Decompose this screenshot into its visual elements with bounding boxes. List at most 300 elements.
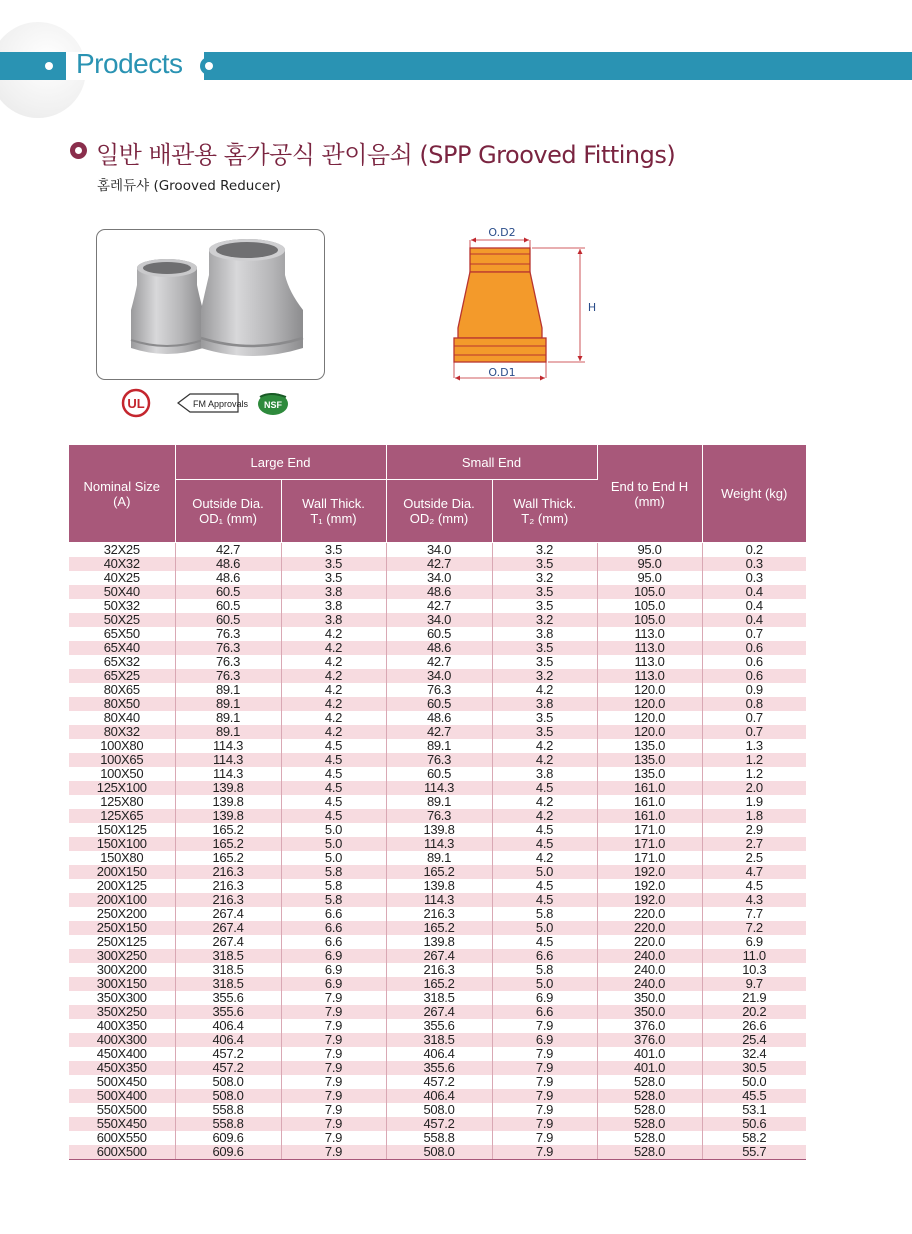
cell-weight: 10.3 <box>702 963 806 977</box>
cell-t2: 5.8 <box>492 963 597 977</box>
cell-end-to-end: 161.0 <box>597 795 702 809</box>
cell-t1: 6.6 <box>281 907 386 921</box>
cell-weight: 20.2 <box>702 1005 806 1019</box>
table-row <box>69 851 806 865</box>
cell-t1: 7.9 <box>281 1075 386 1089</box>
cell-end-to-end: 401.0 <box>597 1047 702 1061</box>
cell-weight: 21.9 <box>702 991 806 1005</box>
table-row <box>69 1117 806 1131</box>
table-row <box>69 697 806 711</box>
table-row <box>69 823 806 837</box>
cell-t2: 7.9 <box>492 1145 597 1160</box>
cell-od2: 48.6 <box>386 641 492 655</box>
table-row <box>69 809 806 823</box>
table-row <box>69 627 806 641</box>
table-row <box>69 991 806 1005</box>
cell-od2: 34.0 <box>386 613 492 627</box>
cell-weight: 0.4 <box>702 585 806 599</box>
cell-od1: 406.4 <box>175 1019 281 1033</box>
cell-end-to-end: 528.0 <box>597 1103 702 1117</box>
od2-label: O.D2 <box>488 226 516 239</box>
cell-nominal-size: 400X350 <box>69 1019 175 1033</box>
table-row <box>69 739 806 753</box>
cell-end-to-end: 105.0 <box>597 585 702 599</box>
cell-t2: 3.8 <box>492 627 597 641</box>
cell-od2: 60.5 <box>386 627 492 641</box>
cell-t1: 5.0 <box>281 851 386 865</box>
cell-weight: 53.1 <box>702 1103 806 1117</box>
cell-weight: 50.0 <box>702 1075 806 1089</box>
cell-weight: 30.5 <box>702 1061 806 1075</box>
table-row <box>69 865 806 879</box>
cell-end-to-end: 120.0 <box>597 697 702 711</box>
header-small-end: Small End <box>386 445 597 480</box>
table-row <box>69 725 806 739</box>
cell-t2: 7.9 <box>492 1019 597 1033</box>
cell-od2: 406.4 <box>386 1089 492 1103</box>
cell-t1: 7.9 <box>281 1103 386 1117</box>
cell-od1: 139.8 <box>175 795 281 809</box>
table-row <box>69 907 806 921</box>
cell-end-to-end: 528.0 <box>597 1075 702 1089</box>
cell-t2: 4.2 <box>492 683 597 697</box>
cell-weight: 0.2 <box>702 543 806 558</box>
cell-end-to-end: 120.0 <box>597 683 702 697</box>
cell-od1: 89.1 <box>175 725 281 739</box>
cell-t1: 6.9 <box>281 963 386 977</box>
cell-end-to-end: 135.0 <box>597 753 702 767</box>
cell-t1: 4.2 <box>281 697 386 711</box>
cell-weight: 1.8 <box>702 809 806 823</box>
cell-nominal-size: 80X65 <box>69 683 175 697</box>
cell-nominal-size: 80X40 <box>69 711 175 725</box>
cell-weight: 26.6 <box>702 1019 806 1033</box>
cell-od2: 89.1 <box>386 851 492 865</box>
cell-od2: 48.6 <box>386 585 492 599</box>
nsf-logo-icon <box>258 393 288 415</box>
cell-weight: 0.6 <box>702 655 806 669</box>
cell-od2: 267.4 <box>386 949 492 963</box>
cell-nominal-size: 250X150 <box>69 921 175 935</box>
cell-end-to-end: 120.0 <box>597 725 702 739</box>
cell-od2: 508.0 <box>386 1103 492 1117</box>
cell-end-to-end: 95.0 <box>597 543 702 558</box>
cell-t2: 4.2 <box>492 753 597 767</box>
table-row <box>69 837 806 851</box>
header-t1: Wall Thick. T₁ (mm) <box>281 480 386 543</box>
cell-od1: 42.7 <box>175 543 281 558</box>
header-bullet-left-icon <box>40 57 58 75</box>
cell-weight: 0.7 <box>702 725 806 739</box>
cell-t1: 3.5 <box>281 571 386 585</box>
cell-od1: 165.2 <box>175 851 281 865</box>
cell-end-to-end: 113.0 <box>597 641 702 655</box>
cell-od2: 508.0 <box>386 1145 492 1160</box>
cell-t2: 7.9 <box>492 1075 597 1089</box>
cell-t1: 6.6 <box>281 921 386 935</box>
cell-weight: 0.9 <box>702 683 806 697</box>
cell-nominal-size: 65X32 <box>69 655 175 669</box>
cell-od1: 318.5 <box>175 963 281 977</box>
cell-od1: 267.4 <box>175 935 281 949</box>
specification-table <box>69 445 806 1160</box>
cell-weight: 0.7 <box>702 627 806 641</box>
table-row <box>69 753 806 767</box>
cell-od1: 267.4 <box>175 921 281 935</box>
reducer-dimension-diagram <box>440 218 610 393</box>
table-row <box>69 949 806 963</box>
cell-od1: 139.8 <box>175 809 281 823</box>
cell-od2: 34.0 <box>386 543 492 558</box>
table-row <box>69 543 806 558</box>
cell-nominal-size: 65X25 <box>69 669 175 683</box>
ul-logo-icon <box>123 390 149 416</box>
cell-t1: 3.8 <box>281 599 386 613</box>
cell-t2: 3.5 <box>492 655 597 669</box>
cell-od1: 609.6 <box>175 1145 281 1160</box>
cell-nominal-size: 80X50 <box>69 697 175 711</box>
cell-od2: 114.3 <box>386 837 492 851</box>
cell-t2: 5.8 <box>492 907 597 921</box>
cell-t2: 5.0 <box>492 865 597 879</box>
table-row <box>69 893 806 907</box>
svg-text:NSF: NSF <box>264 400 282 410</box>
cell-nominal-size: 300X250 <box>69 949 175 963</box>
h-label: H <box>587 301 597 314</box>
table-row <box>69 935 806 949</box>
section-subtitle: 홈레듀샤 (Grooved Reducer) <box>97 178 281 194</box>
header-od1: Outside Dia. OD₁ (mm) <box>175 480 281 543</box>
cell-t2: 4.2 <box>492 739 597 753</box>
cell-t2: 6.9 <box>492 991 597 1005</box>
cell-t2: 4.2 <box>492 795 597 809</box>
cell-weight: 0.7 <box>702 711 806 725</box>
cell-nominal-size: 200X125 <box>69 879 175 893</box>
page-title: Prodects <box>76 48 183 79</box>
cell-t1: 4.5 <box>281 739 386 753</box>
cell-weight: 2.0 <box>702 781 806 795</box>
cell-nominal-size: 450X350 <box>69 1061 175 1075</box>
svg-text:UL: UL <box>127 396 145 411</box>
cell-end-to-end: 135.0 <box>597 739 702 753</box>
table-row <box>69 557 806 571</box>
cell-weight: 0.4 <box>702 599 806 613</box>
cell-od1: 216.3 <box>175 879 281 893</box>
cell-t1: 6.6 <box>281 935 386 949</box>
cell-od2: 60.5 <box>386 697 492 711</box>
cell-nominal-size: 50X40 <box>69 585 175 599</box>
table-row <box>69 613 806 627</box>
cell-nominal-size: 50X32 <box>69 599 175 613</box>
header-bullet-right-icon <box>200 57 218 75</box>
cell-t1: 3.8 <box>281 585 386 599</box>
cell-weight: 0.8 <box>702 697 806 711</box>
cell-od2: 139.8 <box>386 935 492 949</box>
cell-t2: 4.2 <box>492 809 597 823</box>
cell-weight: 6.9 <box>702 935 806 949</box>
header-end-to-end: End to End H (mm) <box>597 445 702 543</box>
cell-t1: 4.5 <box>281 809 386 823</box>
cell-t1: 5.8 <box>281 879 386 893</box>
cell-weight: 1.9 <box>702 795 806 809</box>
cell-end-to-end: 105.0 <box>597 599 702 613</box>
cell-end-to-end: 528.0 <box>597 1089 702 1103</box>
cell-od1: 89.1 <box>175 697 281 711</box>
cell-nominal-size: 450X400 <box>69 1047 175 1061</box>
cell-od2: 34.0 <box>386 669 492 683</box>
cell-od2: 42.7 <box>386 599 492 613</box>
cell-weight: 11.0 <box>702 949 806 963</box>
cell-weight: 0.6 <box>702 669 806 683</box>
cell-t2: 3.2 <box>492 669 597 683</box>
cell-nominal-size: 550X500 <box>69 1103 175 1117</box>
table-row <box>69 655 806 669</box>
cell-nominal-size: 400X300 <box>69 1033 175 1047</box>
cell-t2: 3.8 <box>492 697 597 711</box>
grooved-reducer-image <box>97 230 324 379</box>
cell-t1: 7.9 <box>281 1005 386 1019</box>
cell-nominal-size: 200X150 <box>69 865 175 879</box>
cell-weight: 7.7 <box>702 907 806 921</box>
cell-t1: 6.9 <box>281 949 386 963</box>
cell-od2: 457.2 <box>386 1075 492 1089</box>
cell-t1: 5.0 <box>281 837 386 851</box>
cell-od2: 114.3 <box>386 781 492 795</box>
table-row <box>69 683 806 697</box>
cell-od1: 48.6 <box>175 557 281 571</box>
cell-nominal-size: 80X32 <box>69 725 175 739</box>
header-nominal-size: Nominal Size (A) <box>69 445 175 543</box>
cell-t1: 4.5 <box>281 781 386 795</box>
cell-od1: 457.2 <box>175 1047 281 1061</box>
section-bullet-icon <box>70 142 87 159</box>
header-weight: Weight (kg) <box>702 445 806 543</box>
cell-t2: 4.5 <box>492 935 597 949</box>
cell-t2: 3.5 <box>492 725 597 739</box>
cell-od2: 76.3 <box>386 683 492 697</box>
cell-od2: 76.3 <box>386 809 492 823</box>
cell-t2: 3.8 <box>492 767 597 781</box>
cell-od1: 318.5 <box>175 949 281 963</box>
cell-nominal-size: 32X25 <box>69 543 175 558</box>
cell-od2: 165.2 <box>386 977 492 991</box>
cell-nominal-size: 200X100 <box>69 893 175 907</box>
cell-t1: 7.9 <box>281 1131 386 1145</box>
cell-od1: 76.3 <box>175 655 281 669</box>
cell-weight: 2.7 <box>702 837 806 851</box>
cell-t1: 6.9 <box>281 977 386 991</box>
cell-od1: 457.2 <box>175 1061 281 1075</box>
cell-od2: 48.6 <box>386 711 492 725</box>
cell-t2: 6.6 <box>492 949 597 963</box>
cell-nominal-size: 500X450 <box>69 1075 175 1089</box>
cell-t1: 7.9 <box>281 1033 386 1047</box>
table-row <box>69 711 806 725</box>
cell-end-to-end: 171.0 <box>597 823 702 837</box>
cell-weight: 58.2 <box>702 1131 806 1145</box>
cell-end-to-end: 528.0 <box>597 1145 702 1160</box>
cell-t2: 7.9 <box>492 1061 597 1075</box>
cell-t1: 7.9 <box>281 1089 386 1103</box>
cell-t1: 4.2 <box>281 683 386 697</box>
certification-logos <box>120 388 300 418</box>
cell-nominal-size: 150X100 <box>69 837 175 851</box>
cell-nominal-size: 125X65 <box>69 809 175 823</box>
cell-od1: 216.3 <box>175 893 281 907</box>
cell-od1: 355.6 <box>175 991 281 1005</box>
cell-od2: 76.3 <box>386 753 492 767</box>
cell-t1: 7.9 <box>281 1117 386 1131</box>
cell-t2: 4.5 <box>492 879 597 893</box>
cell-end-to-end: 192.0 <box>597 893 702 907</box>
cell-t2: 5.0 <box>492 977 597 991</box>
cell-nominal-size: 125X80 <box>69 795 175 809</box>
table-row <box>69 1061 806 1075</box>
cell-t2: 7.9 <box>492 1089 597 1103</box>
cell-od1: 165.2 <box>175 837 281 851</box>
cell-od1: 355.6 <box>175 1005 281 1019</box>
cell-weight: 55.7 <box>702 1145 806 1160</box>
cell-od1: 76.3 <box>175 669 281 683</box>
cell-t1: 3.5 <box>281 543 386 558</box>
cell-t2: 3.2 <box>492 543 597 558</box>
cell-t2: 5.0 <box>492 921 597 935</box>
cell-end-to-end: 95.0 <box>597 571 702 585</box>
table-row <box>69 599 806 613</box>
cell-end-to-end: 113.0 <box>597 655 702 669</box>
cell-weight: 1.2 <box>702 767 806 781</box>
cell-nominal-size: 65X50 <box>69 627 175 641</box>
reducer-outline <box>454 248 546 362</box>
cell-nominal-size: 550X450 <box>69 1117 175 1131</box>
cell-end-to-end: 528.0 <box>597 1131 702 1145</box>
cell-end-to-end: 240.0 <box>597 949 702 963</box>
cell-nominal-size: 250X200 <box>69 907 175 921</box>
cell-od1: 508.0 <box>175 1075 281 1089</box>
cell-od2: 89.1 <box>386 739 492 753</box>
cell-weight: 0.3 <box>702 571 806 585</box>
cell-od2: 355.6 <box>386 1061 492 1075</box>
product-photo <box>96 229 325 380</box>
table-row <box>69 879 806 893</box>
cell-od2: 60.5 <box>386 767 492 781</box>
cell-t2: 7.9 <box>492 1047 597 1061</box>
cell-nominal-size: 50X25 <box>69 613 175 627</box>
cell-end-to-end: 135.0 <box>597 767 702 781</box>
table-row <box>69 963 806 977</box>
cell-weight: 4.5 <box>702 879 806 893</box>
table-row <box>69 795 806 809</box>
cell-t2: 7.9 <box>492 1103 597 1117</box>
table-row <box>69 585 806 599</box>
cell-t2: 3.5 <box>492 599 597 613</box>
cell-nominal-size: 150X80 <box>69 851 175 865</box>
cell-weight: 50.6 <box>702 1117 806 1131</box>
cell-od2: 165.2 <box>386 921 492 935</box>
cell-end-to-end: 113.0 <box>597 669 702 683</box>
cell-end-to-end: 113.0 <box>597 627 702 641</box>
cell-t1: 4.2 <box>281 627 386 641</box>
cell-t1: 4.5 <box>281 795 386 809</box>
cell-t1: 5.0 <box>281 823 386 837</box>
cell-end-to-end: 161.0 <box>597 809 702 823</box>
table-row <box>69 1019 806 1033</box>
cell-od1: 139.8 <box>175 781 281 795</box>
table-row <box>69 1005 806 1019</box>
svg-text:FM Approvals: FM Approvals <box>193 399 249 409</box>
cell-od2: 42.7 <box>386 725 492 739</box>
cell-od1: 216.3 <box>175 865 281 879</box>
cell-t2: 7.9 <box>492 1131 597 1145</box>
cell-t1: 7.9 <box>281 1047 386 1061</box>
cell-end-to-end: 401.0 <box>597 1061 702 1075</box>
table-row <box>69 1075 806 1089</box>
cell-t1: 4.2 <box>281 655 386 669</box>
cell-weight: 2.9 <box>702 823 806 837</box>
cell-od2: 42.7 <box>386 557 492 571</box>
fm-approvals-logo-icon <box>178 394 249 412</box>
cell-t2: 3.5 <box>492 641 597 655</box>
cell-t1: 4.5 <box>281 753 386 767</box>
cell-od1: 60.5 <box>175 585 281 599</box>
cell-od1: 508.0 <box>175 1089 281 1103</box>
cell-weight: 2.5 <box>702 851 806 865</box>
table-row <box>69 1089 806 1103</box>
cell-t2: 3.5 <box>492 585 597 599</box>
cell-od2: 114.3 <box>386 893 492 907</box>
table-row <box>69 641 806 655</box>
cell-weight: 0.4 <box>702 613 806 627</box>
cell-t2: 3.5 <box>492 557 597 571</box>
table-row <box>69 977 806 991</box>
cell-od1: 114.3 <box>175 767 281 781</box>
cell-weight: 9.7 <box>702 977 806 991</box>
cell-od1: 165.2 <box>175 823 281 837</box>
cell-od1: 89.1 <box>175 683 281 697</box>
cell-t2: 4.5 <box>492 837 597 851</box>
cell-weight: 45.5 <box>702 1089 806 1103</box>
cell-nominal-size: 125X100 <box>69 781 175 795</box>
cell-od1: 48.6 <box>175 571 281 585</box>
cell-weight: 25.4 <box>702 1033 806 1047</box>
cell-end-to-end: 220.0 <box>597 935 702 949</box>
cell-weight: 7.2 <box>702 921 806 935</box>
cell-t1: 4.2 <box>281 711 386 725</box>
header-od2: Outside Dia. OD₂ (mm) <box>386 480 492 543</box>
cell-od2: 216.3 <box>386 907 492 921</box>
cell-end-to-end: 161.0 <box>597 781 702 795</box>
cell-od2: 406.4 <box>386 1047 492 1061</box>
cell-t1: 5.8 <box>281 865 386 879</box>
cell-nominal-size: 600X500 <box>69 1145 175 1160</box>
cell-od1: 558.8 <box>175 1103 281 1117</box>
cell-nominal-size: 100X50 <box>69 767 175 781</box>
cell-t1: 5.8 <box>281 893 386 907</box>
cell-nominal-size: 350X250 <box>69 1005 175 1019</box>
cell-t1: 7.9 <box>281 991 386 1005</box>
cell-end-to-end: 350.0 <box>597 991 702 1005</box>
cell-nominal-size: 100X65 <box>69 753 175 767</box>
header-large-end: Large End <box>175 445 386 480</box>
cell-end-to-end: 528.0 <box>597 1117 702 1131</box>
cell-t2: 3.5 <box>492 711 597 725</box>
cell-t2: 4.5 <box>492 893 597 907</box>
cell-weight: 1.2 <box>702 753 806 767</box>
cell-nominal-size: 65X40 <box>69 641 175 655</box>
cell-end-to-end: 376.0 <box>597 1019 702 1033</box>
cell-od1: 60.5 <box>175 599 281 613</box>
cell-od2: 318.5 <box>386 1033 492 1047</box>
